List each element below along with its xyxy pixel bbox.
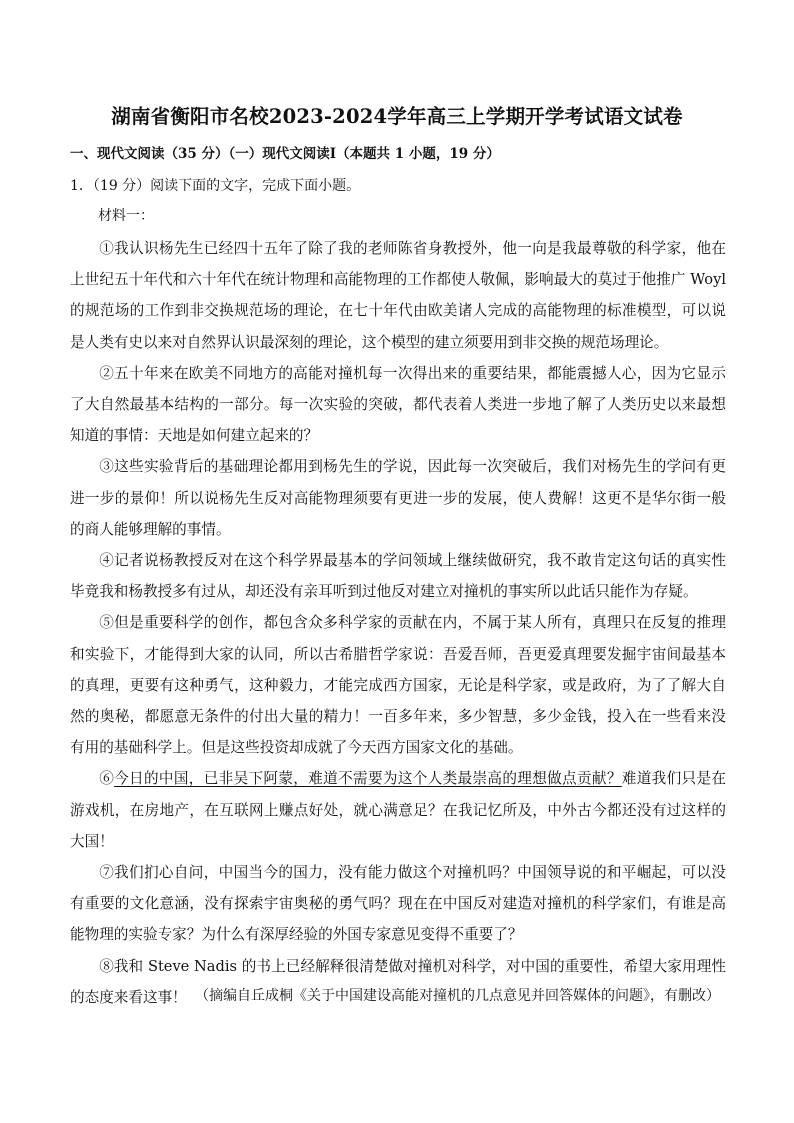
exam-title: 湖南省衡阳市名校2023-2024学年高三上学期开学考试语文试卷 (111, 105, 683, 128)
material-label: 材料一： (98, 208, 154, 224)
paragraph-8: ⑧我和 Steve Nadis 的书上已经解释很清楚做对撞机对科学，对中国的重要性，希望大家用理性的态度来看这事！ (70, 957, 726, 1006)
paragraph-6-rest: 难道我们只是在游戏机，在房地产，在互联网上赚点好处，就心满意足？在我记忆所及，中外古今都还没有过这样的大国！ (70, 770, 726, 850)
paragraph-6 (70, 763, 726, 857)
paragraph-2: ②五十年来在欧美不同地方的高能对撞机每一次得出来的重要结果，都能震撼人心，因为它显示了大自然最基本结构的一部分。每一次实验的突破，都代表着人类进一步地了解了人类历史以来最想知道的事情：天地是如何建立起来的？ (70, 364, 726, 445)
question-prompt: 1．（19 分）阅读下面的文字，完成下面小题。 (70, 178, 361, 194)
paragraph-1: ①我认识杨先生已经四十五年了除了我的老师陈省身教授外，他一向是我最尊敬的科学家，他在上世纪五十年代和六十年代在统计物理和高能物理的工作都使人敬佩，影响最大的莫过于他推广 Woyl 的规范场的工作到非交换规范场的理论，在七十年代由欧美诸人完成的高能物理的标准模型，可以说是人类有史以来对自然界认识最深刻的理论，这个模型的建立须要用到非交换的规范场理论。 (70, 240, 726, 351)
reading-passage (70, 233, 726, 1013)
paragraph-5: ⑤但是重要科学的创作，都包含众多科学家的贡献在内，不属于某人所有，真理只在反复的推理和实验下，才能得到大家的认同，所以古希腊哲学家说：吾爱吾师，吾更爱真理要发掘宇宙间最基本的真理，更要有这种勇气，这种毅力，才能完成西方国家，无论是科学家，或是政府，为了了解大自然的奥秘，都愿意无条件的付出大量的精力！一百多年来，多少智慧，多少金钱，投入在一些看来没有用的基础科学上。但是这些投资却成就了今天西方国家文化的基础。 (70, 614, 726, 757)
underlined-sentence: 今日的中国，已非吴下阿蒙，难道不需要为这个人类最崇高的理想做点贡献？ (114, 770, 622, 788)
section-header: 一、现代文阅读（35 分）（一）现代文阅读Ⅰ（本题共 1 小题，19 分） (70, 146, 500, 162)
paragraph-7: ⑦我们扪心自问，中国当今的国力，没有能力做这个对撞机吗？中国领导说的和平崛起，可以没有重要的文化意涵，没有探索宇宙奥秘的勇气吗？现在在中国反对建造对撞机的科学家们，有谁是高能物理的实验专家？为什么有深厚经验的外国专家意见变得不重要了？ (70, 864, 726, 944)
paragraph-6-marker: ⑥ (99, 770, 115, 788)
paragraph-3: ③这些实验背后的基础理论都用到杨先生的学说，因此每一次突破后，我们对杨先生的学问有更进一步的景仰！所以说杨先生反对高能物理须要有更进一步的发展，使人费解！这更不是华尔街一般的商人能够理解的事情。 (70, 458, 726, 538)
source-citation: （摘编自丘成桐《关于中国建设高能对撞机的几点意见并回答媒体的问题》，有删改） (195, 988, 720, 1004)
paragraph-4: ④记者说杨教授反对在这个科学界最基本的学问领域上继续做研究，我不敢肯定这句话的真实性毕竟我和杨教授多有过从，却还没有亲耳听到过他反对建立对撞机的事实所以此话只能作为存疑。 (70, 552, 726, 601)
